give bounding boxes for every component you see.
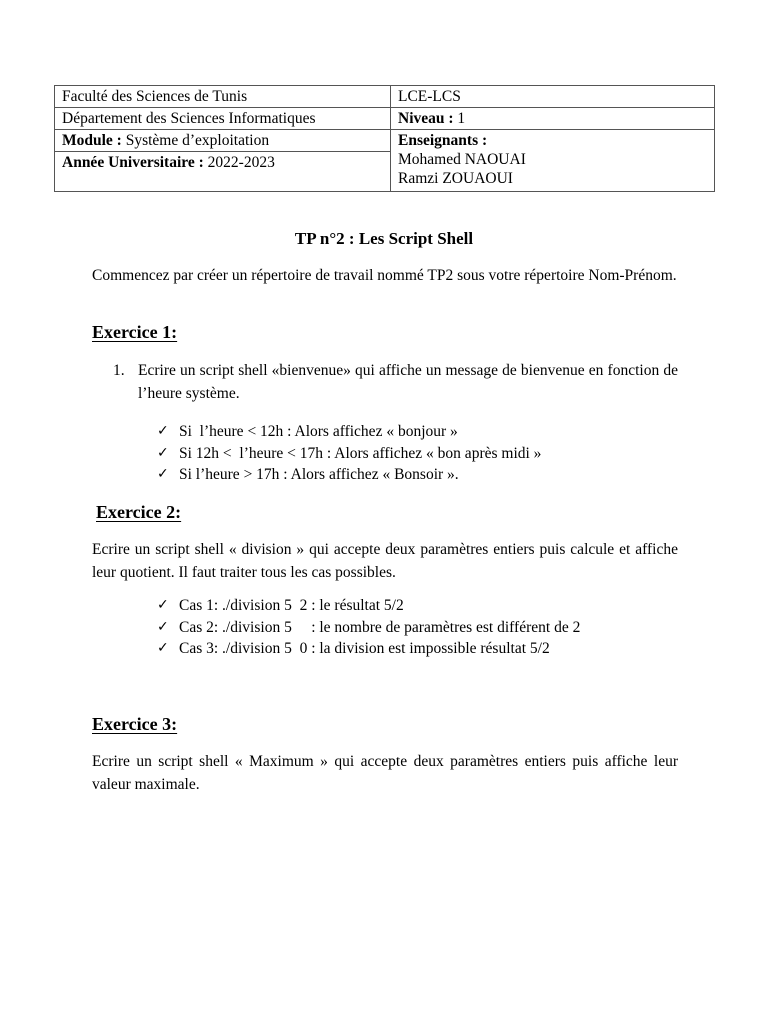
item-number: 1. <box>113 362 125 379</box>
exercise-2-checklist <box>157 595 580 660</box>
list-item <box>157 443 541 465</box>
checkmark-icon: ✓ <box>157 640 169 656</box>
year-cell <box>55 152 391 192</box>
exercise-1-checklist <box>157 421 541 486</box>
list-item <box>157 617 580 639</box>
teachers-cell <box>391 130 715 192</box>
module-value: Système d’exploitation <box>121 132 270 149</box>
teachers-label: Enseignants : <box>398 132 488 149</box>
level-label: Niveau : <box>398 110 454 127</box>
list-item-text: Cas 1: ./division 5 2 : le résultat 5/2 <box>179 597 404 614</box>
faculty-name: Faculté des Sciences de Tunis <box>62 88 248 105</box>
module-cell <box>55 130 391 152</box>
list-item <box>157 464 541 486</box>
header-table <box>54 85 715 192</box>
faculty-cell <box>55 86 391 108</box>
item-text: Ecrire un script shell «bienvenue» qui affiche un message de bienvenue en fonction de l’heure système. <box>138 362 678 402</box>
exercise-1-heading: Exercice 1: <box>92 322 178 342</box>
program-name: LCE-LCS <box>398 88 461 105</box>
year-value: 2022-2023 <box>203 154 275 171</box>
checkmark-icon: ✓ <box>157 597 169 613</box>
list-item-text: Si l’heure > 17h : Alors affichez « Bonsoir ». <box>179 466 459 483</box>
module-label: Module : <box>62 132 122 149</box>
program-cell <box>391 86 715 108</box>
exercise-3-heading: Exercice 3: <box>92 714 178 734</box>
checkmark-icon: ✓ <box>157 618 169 635</box>
level-cell <box>391 108 715 130</box>
list-item-text: Cas 3: ./division 5 0 : la division est impossible résultat 5/2 <box>179 640 550 657</box>
level-value: 1 <box>453 110 466 127</box>
page-title: TP n°2 : Les Script Shell <box>294 229 474 248</box>
teacher-name: Mohamed NAOUAI <box>398 151 526 168</box>
teacher-name: Ramzi ZOUAOUI <box>398 170 513 187</box>
list-item-text: Cas 2: ./division 5 : le nombre de paramètres est différent de 2 <box>179 618 581 636</box>
list-item <box>157 638 580 660</box>
list-item <box>157 595 580 617</box>
intro-paragraph: Commencez par créer un répertoire de travail nommé TP2 sous votre répertoire Nom-Prénom. <box>92 267 677 284</box>
list-item-text: Si l’heure < 12h : Alors affichez « bonjour » <box>179 423 458 440</box>
checkmark-icon: ✓ <box>157 423 169 439</box>
exercise-2-paragraph: Ecrire un script shell « division » qui accepte deux paramètres entiers puis calcule et affiche leur quotient. Il faut traiter tous les cas possibles. <box>92 541 678 581</box>
exercise-1-item <box>113 359 678 405</box>
checkmark-icon: ✓ <box>157 466 169 482</box>
year-label: Année Universitaire : <box>62 154 204 171</box>
department-name: Département des Sciences Informatiques <box>62 110 316 127</box>
checkmark-icon: ✓ <box>157 444 169 461</box>
exercise-2-heading: Exercice 2: <box>96 502 182 522</box>
list-item-text: Si 12h < l’heure < 17h : Alors affichez « bon après midi » <box>179 444 542 462</box>
list-item <box>157 421 541 443</box>
exercise-3-paragraph: Ecrire un script shell « Maximum » qui accepte deux paramètres entiers puis affiche leur valeur maximale. <box>92 753 678 793</box>
department-cell <box>55 108 391 130</box>
